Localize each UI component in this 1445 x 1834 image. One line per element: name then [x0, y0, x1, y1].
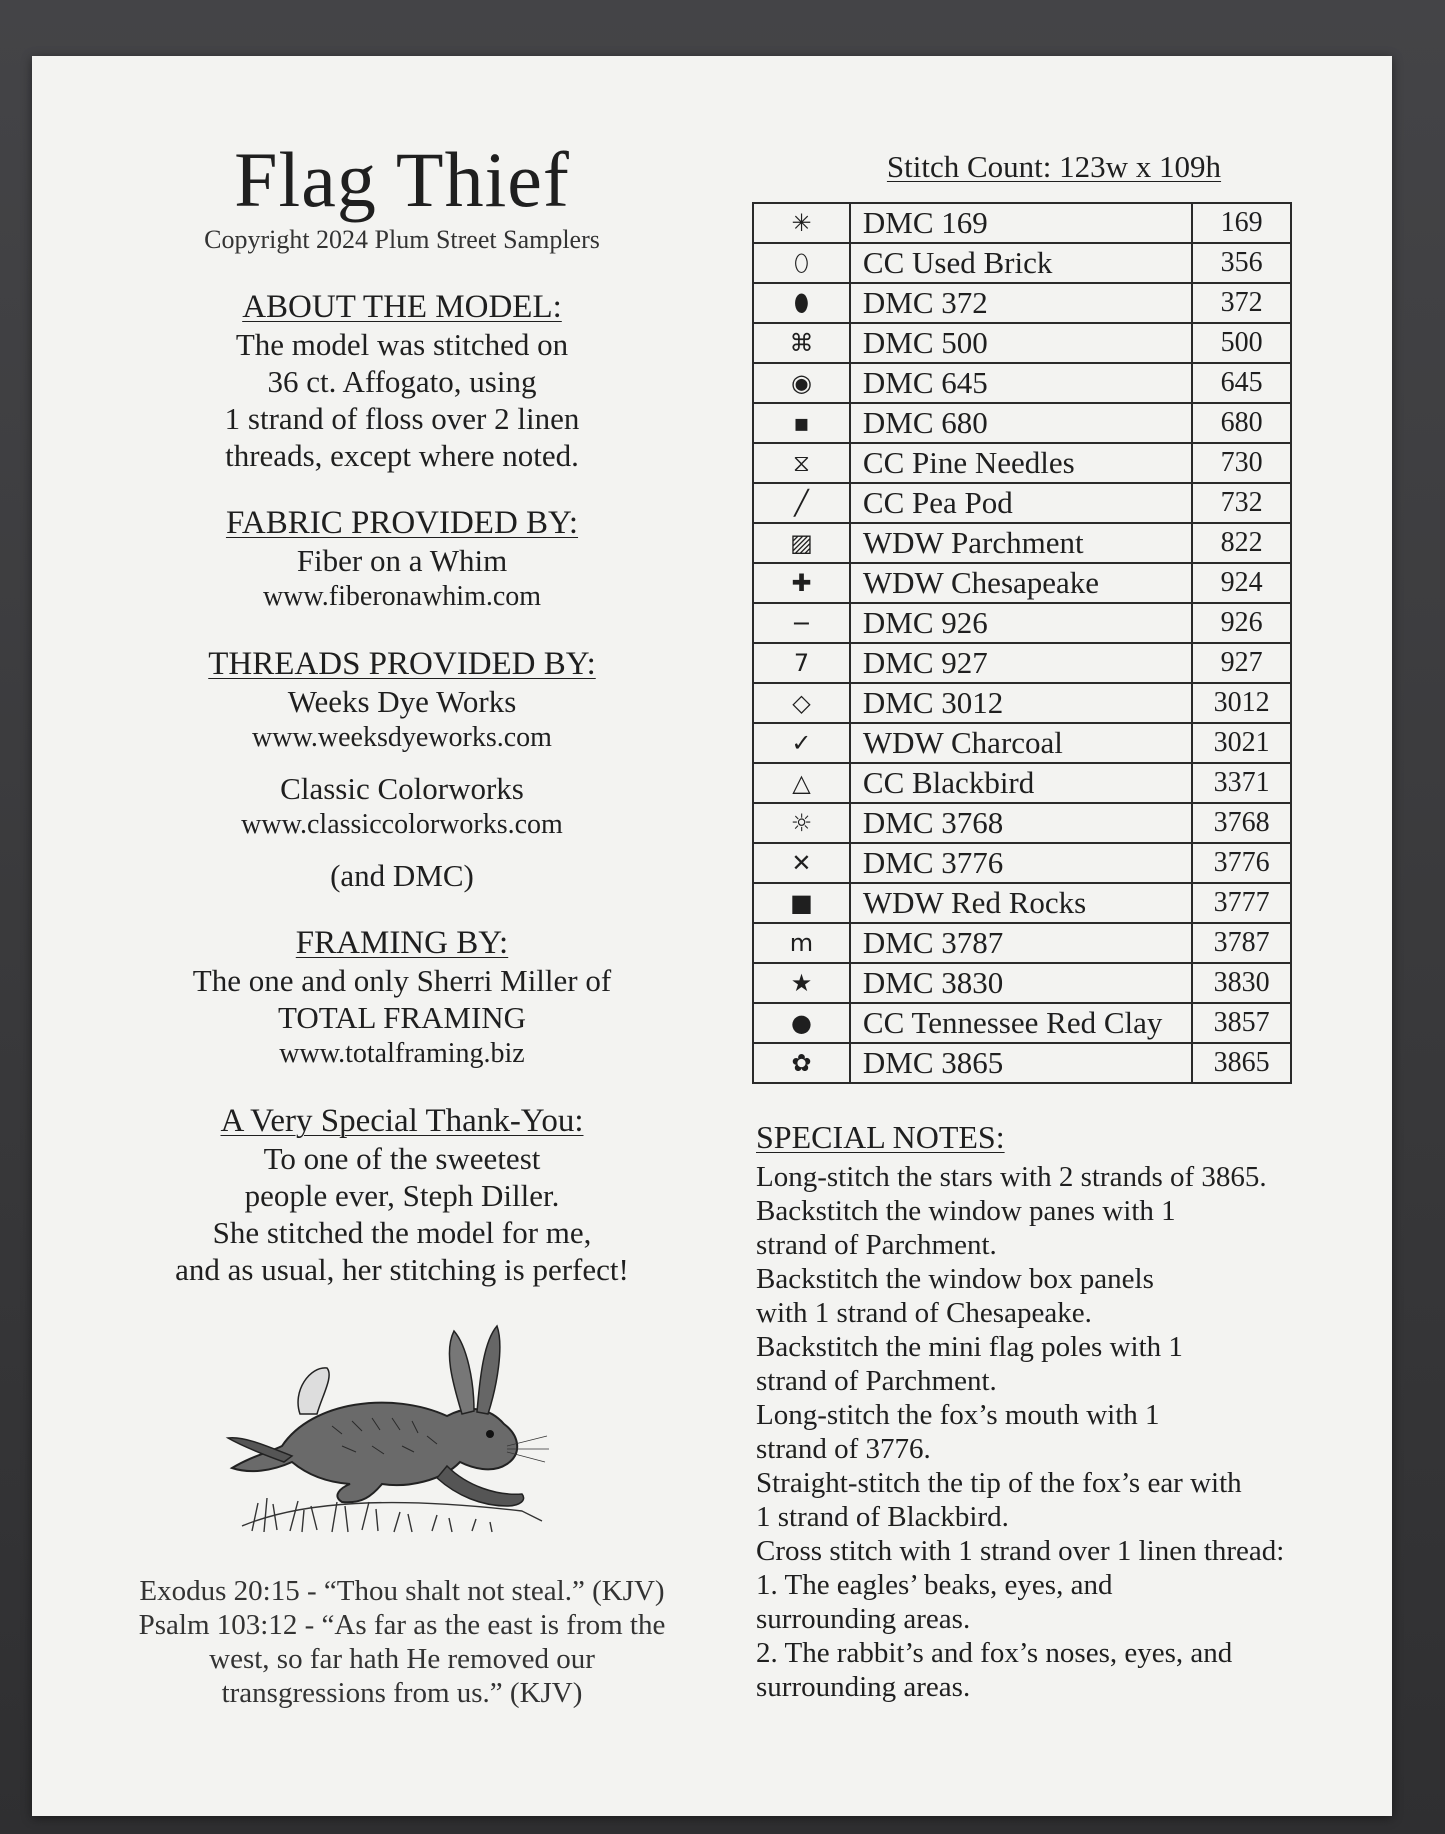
framing-section [122, 924, 682, 1072]
floss-number: 3776 [1192, 843, 1291, 883]
floss-number: 3830 [1192, 963, 1291, 1003]
pattern-sheet [32, 56, 1392, 1816]
key-row [753, 803, 1291, 843]
m-icon: m [753, 923, 850, 963]
floss-name: DMC 500 [850, 323, 1192, 363]
key-row [753, 1003, 1291, 1043]
framing-heading: FRAMING BY: [295, 925, 509, 961]
thanks-line: She stitched the model for me, [212, 1215, 592, 1250]
threads-heading: THREADS PROVIDED BY: [208, 646, 596, 682]
note-line: Straight-stitch the tip of the fox’s ear with [756, 1467, 1242, 1499]
floss-number: 372 [1192, 283, 1291, 323]
note-line: strand of Parchment. [756, 1229, 997, 1261]
floss-name: CC Blackbird [850, 763, 1192, 803]
floss-name: CC Used Brick [850, 243, 1192, 283]
about-section [122, 288, 682, 474]
floss-name: DMC 169 [850, 203, 1192, 243]
hatched-square-icon: ▨ [753, 523, 850, 563]
floss-name: CC Tennessee Red Clay [850, 1003, 1192, 1043]
floss-number: 645 [1192, 363, 1291, 403]
floss-number: 3021 [1192, 723, 1291, 763]
floss-number: 680 [1192, 403, 1291, 443]
special-notes [756, 1118, 1326, 1704]
small-dot-icon: ▪ [753, 403, 850, 443]
seven-icon: 7 [753, 643, 850, 683]
note-line: strand of Parchment. [756, 1365, 997, 1397]
key-row [753, 283, 1291, 323]
floss-number: 732 [1192, 483, 1291, 523]
floss-number: 924 [1192, 563, 1291, 603]
threads-url-2: www.classiccolorworks.com [241, 809, 563, 840]
floss-number: 730 [1192, 443, 1291, 483]
thanks-line: and as usual, her stitching is perfect! [175, 1252, 629, 1287]
left-column [122, 136, 682, 1710]
scripture-verses [122, 1574, 682, 1710]
key-row [753, 963, 1291, 1003]
key-row [753, 883, 1291, 923]
floss-name: WDW Red Rocks [850, 883, 1192, 923]
fabric-name: Fiber on a Whim [296, 543, 508, 578]
thanks-line: To one of the sweetest [263, 1141, 541, 1176]
threads-name-2: Classic Colorworks [280, 771, 524, 806]
key-row [753, 603, 1291, 643]
thanks-line: people ever, Steph Diller. [244, 1178, 560, 1213]
x-icon: ✕ [753, 843, 850, 883]
about-line: 36 ct. Affogato, using [267, 364, 537, 399]
note-line: Backstitch the window panes with 1 [756, 1195, 1176, 1227]
note-line: 2. The rabbit’s and fox’s noses, eyes, and [756, 1637, 1233, 1669]
filled-square-icon: ■ [753, 883, 850, 923]
thanks-heading: A Very Special Thank-You: [220, 1103, 584, 1139]
floss-number: 822 [1192, 523, 1291, 563]
key-row [753, 763, 1291, 803]
floss-number: 169 [1192, 203, 1291, 243]
fabric-section [122, 504, 682, 615]
floss-number: 3012 [1192, 683, 1291, 723]
floss-key-table [752, 202, 1292, 1084]
threads-section [122, 645, 682, 894]
note-line: 1. The eagles’ beaks, eyes, and [756, 1569, 1113, 1601]
floss-name: DMC 3865 [850, 1043, 1192, 1083]
note-line: Cross stitch with 1 strand over 1 linen thread: [756, 1535, 1285, 1567]
hourglass-icon: ⧖ [753, 443, 850, 483]
floss-name: DMC 645 [850, 363, 1192, 403]
command-icon: ⌘ [753, 323, 850, 363]
floss-number: 3865 [1192, 1043, 1291, 1083]
threads-extra: (and DMC) [330, 858, 474, 893]
key-row [753, 563, 1291, 603]
check-icon: ✓ [753, 723, 850, 763]
floss-number: 3371 [1192, 763, 1291, 803]
key-row [753, 443, 1291, 483]
note-line: Long-stitch the stars with 2 strands of 3865. [756, 1161, 1267, 1193]
key-row [753, 523, 1291, 563]
triangle-icon: △ [753, 763, 850, 803]
key-row [753, 923, 1291, 963]
floss-name: DMC 3787 [850, 923, 1192, 963]
key-row [753, 203, 1291, 243]
about-line: 1 strand of floss over 2 linen [224, 401, 580, 436]
page-title: Flag Thief [234, 136, 570, 223]
floss-name: CC Pea Pod [850, 483, 1192, 523]
sun-icon: ☼ [753, 803, 850, 843]
notes-heading: SPECIAL NOTES: [756, 1119, 1005, 1155]
key-row [753, 683, 1291, 723]
floss-name: WDW Charcoal [850, 723, 1192, 763]
about-line: The model was stitched on [235, 327, 569, 362]
slash-icon: ╱ [753, 483, 850, 523]
key-row [753, 723, 1291, 763]
framing-line-2: TOTAL FRAMING [277, 1000, 527, 1035]
diamond-icon: ◇ [753, 683, 850, 723]
key-row [753, 363, 1291, 403]
key-row [753, 483, 1291, 523]
floss-name: DMC 3768 [850, 803, 1192, 843]
filled-oval-icon: ⬮ [753, 283, 850, 323]
fabric-heading: FABRIC PROVIDED BY: [225, 505, 579, 541]
verse-line: Exodus 20:15 - “Thou shalt not steal.” (KJV) [139, 1575, 665, 1607]
threads-url-1: www.weeksdyeworks.com [252, 722, 552, 753]
about-line: threads, except where noted. [225, 438, 579, 473]
open-oval-icon: ⬯ [753, 243, 850, 283]
note-line: with 1 strand of Chesapeake. [756, 1297, 1092, 1329]
key-row [753, 403, 1291, 443]
floss-name: DMC 680 [850, 403, 1192, 443]
verse-line: transgressions from us.” (KJV) [221, 1677, 583, 1709]
note-line: strand of 3776. [756, 1433, 931, 1465]
key-row [753, 843, 1291, 883]
plus-icon: ✚ [753, 563, 850, 603]
floss-number: 3777 [1192, 883, 1291, 923]
framing-line-1: The one and only Sherri Miller of [192, 963, 612, 998]
floss-name: DMC 3830 [850, 963, 1192, 1003]
minus-icon: − [753, 603, 850, 643]
floss-number: 926 [1192, 603, 1291, 643]
star-icon: ★ [753, 963, 850, 1003]
floss-name: WDW Parchment [850, 523, 1192, 563]
note-line: Long-stitch the fox’s mouth with 1 [756, 1399, 1160, 1431]
fabric-url: www.fiberonawhim.com [262, 581, 542, 612]
floss-number: 3857 [1192, 1003, 1291, 1043]
floss-name: DMC 3012 [850, 683, 1192, 723]
floss-name: DMC 926 [850, 603, 1192, 643]
thanks-section [122, 1102, 682, 1288]
note-line: surrounding areas. [756, 1603, 971, 1635]
floss-name: DMC 3776 [850, 843, 1192, 883]
note-line: 1 strand of Blackbird. [756, 1501, 1009, 1533]
note-line: Backstitch the window box panels [756, 1263, 1154, 1295]
floss-number: 500 [1192, 323, 1291, 363]
note-line: surrounding areas. [756, 1671, 971, 1703]
drop-icon: ● [753, 1003, 850, 1043]
floss-number: 927 [1192, 643, 1291, 683]
key-row [753, 323, 1291, 363]
floss-name: CC Pine Needles [850, 443, 1192, 483]
verse-line: Psalm 103:12 - “As far as the east is from the [138, 1609, 666, 1641]
right-column [744, 148, 1344, 1704]
floss-name: DMC 372 [850, 283, 1192, 323]
floss-number: 356 [1192, 243, 1291, 283]
key-row [753, 243, 1291, 283]
rabbit-illustration [222, 1296, 582, 1546]
floss-name: DMC 927 [850, 643, 1192, 683]
note-line: Backstitch the mini flag poles with 1 [756, 1331, 1183, 1363]
verse-line: west, so far hath He removed our [209, 1643, 595, 1675]
key-row [753, 1043, 1291, 1083]
threads-name-1: Weeks Dye Works [287, 684, 517, 719]
floss-number: 3787 [1192, 923, 1291, 963]
key-row [753, 643, 1291, 683]
about-heading: ABOUT THE MODEL: [242, 289, 562, 325]
asterisk-icon: ✳ [753, 203, 850, 243]
floss-name: WDW Chesapeake [850, 563, 1192, 603]
floss-number: 3768 [1192, 803, 1291, 843]
flower-icon: ✿ [753, 1043, 850, 1083]
framing-url: www.totalframing.biz [279, 1038, 525, 1069]
copyright-line: Copyright 2024 Plum Street Samplers [204, 225, 600, 254]
stitch-count: Stitch Count: 123w x 109h [886, 149, 1222, 184]
circle-dot-icon: ◉ [753, 363, 850, 403]
